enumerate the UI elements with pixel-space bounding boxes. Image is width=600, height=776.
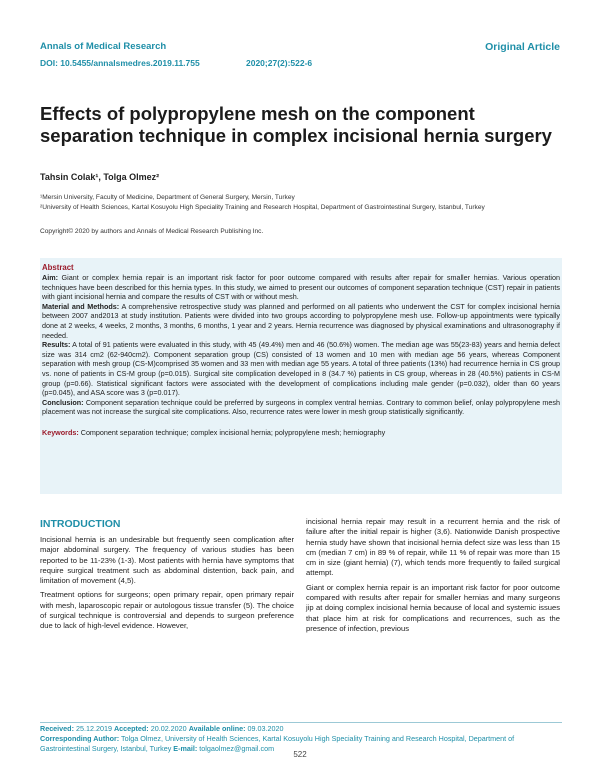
online-label: Available online: bbox=[188, 724, 246, 733]
abstract-conclusion bbox=[42, 398, 560, 417]
online-date: 09.03.2020 bbox=[245, 724, 284, 733]
email-label: E-mail: bbox=[173, 744, 198, 753]
keywords-label: Keywords: bbox=[42, 427, 79, 437]
methods-label: Material and Methods: bbox=[42, 301, 120, 311]
keywords-text: Component separation technique; complex incisional hernia; polypropylene mesh; herniography bbox=[78, 427, 386, 437]
email-link[interactable]: tolgaolmez@gmail.com bbox=[197, 744, 275, 753]
aim-label: Aim: bbox=[42, 273, 58, 282]
received-label: Received: bbox=[40, 724, 74, 733]
column-left bbox=[40, 535, 294, 636]
accepted-label: Accepted: bbox=[113, 724, 149, 733]
methods-text: A comprehensive retrospective study was planned and performed on all patients who underwent the CST for complex incisional hernia between 2007 and2013 at study institution. Patients were divided into two groups according to polypropylene mesh use. Follow-up appointments were typically done at 2 weeks, 4 weeks, 2 months, 3 months, 6 months, 1 year and 2 years. Hernia recurrence was diagnosed by physical examinations and ultrasonography if needed. bbox=[42, 301, 560, 340]
intro-paragraph: Giant or complex hernia repair is an important risk factor for poor outcome compared with results after repair for smaller hernias and many surgeons jip at doing complex incisional hernia because of local and systemic issues that place him at risk for complications and recurrences, such as the presence of infection, previous bbox=[306, 582, 560, 633]
copyright: Copyright© 2020 by authors and Annals of Medical Research Publishing Inc. bbox=[40, 228, 264, 235]
conclusion-label: Conclusion: bbox=[42, 397, 84, 407]
intro-paragraph: incisional hernia repair may result in a recurrent hernia and the risk of failure after the initial repair is higher (3,6). Nationwide Danish prospective hernia study have shown that incisional hernia defect size was less than 15 cm (median 7 cm) in 89 % of repair, while 11 % of repair was more than 15 cm in size (giant hernia) (7), which tends more frequently to failed surgical attempt. bbox=[306, 517, 560, 578]
article-type: Original Article bbox=[485, 41, 560, 53]
dates-line bbox=[40, 724, 562, 734]
accepted-date: 20.02.2020 bbox=[148, 724, 187, 733]
page-number: 522 bbox=[293, 750, 307, 759]
results-text: A total of 91 patients were evaluated in this study, with 45 (49.4%) men and 46 (50.6%) women. The median age was 55(23-83) years and hernia defect size was 314 cm2 (62-940cm2). Component separation group (CS) consisted of 13 women and 10 men with median age 56 years, whereas Component separation with mesh group (CS-M)comprised 35 women and 33 men with median age 55 years. A total of three patients (13%) had recurrence hernia in CS group vs. none of patients in CS-M group (p=0.015). Surgical site complication developed in 8 (34.7 %) patients in CS group, whereas in 28 (40.5%) patients in CS-M group (p=0.66). Statistical significant factors were associated with the development of complications including male gender (p=0.032), older than 60 years (p=0.045), and ASA score was 3 (p=0.017). bbox=[42, 340, 560, 398]
introduction-heading: INTRODUCTION bbox=[40, 518, 121, 530]
intro-paragraph: Treatment options for surgeons; open primary repair, open primary repair with mesh, laparoscopic repair or autologous tissue transfer (5). The choice of surgical technique is controversial and depends to surgeon preference due to lack of high-level evidence. However, bbox=[40, 590, 294, 631]
corr-label: Corresponding Author: bbox=[40, 734, 120, 743]
aim-text: Giant or complex hernia repair is an important risk factor for poor outcome compared with results after repair for smaller hernias. Various operation techniques have been described for this hernia types. In this study, we aimed to present our outcomes of component separation technique (CST) repair in patients with giant incisional hernia and compare the results of CST with or without mesh. bbox=[42, 273, 560, 302]
affiliation-1: ¹Mersin University, Faculty of Medicine, Department of General Surgery, Mersin, Turkey bbox=[40, 194, 295, 201]
authors: Tahsin Colak¹, Tolga Olmez² bbox=[40, 172, 160, 182]
abstract-heading: Abstract bbox=[42, 263, 74, 272]
footer-divider bbox=[40, 722, 562, 723]
keywords bbox=[42, 428, 560, 438]
abstract-aim bbox=[42, 273, 560, 302]
results-label: Results: bbox=[42, 340, 71, 350]
conclusion-text: Component separation technique could be preferred by surgeons in complex ventral hernias. Contrary to common belief, onlay polypropylene mesh placement was not increase the surgical site complications. Also, recurrence rates were lower in mesh group statistically significantly. bbox=[42, 397, 560, 417]
corr-text: Tolga Olmez, University of Health Sciences, Kartal Kosuyolu High Speciality Training and Research Hospital, Department of Gastrointestinal Surgery, Istanbul, Turkey bbox=[40, 734, 515, 753]
journal-name: Annals of Medical Research bbox=[40, 41, 167, 52]
abstract-results bbox=[42, 340, 560, 398]
intro-paragraph: Incisional hernia is an undesirable but frequently seen complication after major abdominal surgery. The frequency of various studies has been reported to be 11-23% (1-3). Most patients with hernia have symptoms that require surgical treatment such as abdominal distention, back pain, and limitation of movement (4,5). bbox=[40, 535, 294, 586]
column-right bbox=[306, 517, 560, 638]
received-date: 25.12.2019 bbox=[73, 724, 112, 733]
article-title: Effects of polypropylene mesh on the component separation technique in complex incisional hernia surgery bbox=[40, 103, 552, 146]
affiliation-2: ²University of Health Sciences, Kartal Kosuyolu High Speciality Training and Research Hospital, Department of Gastrointestinal Surgery, Istanbul, Turkey bbox=[40, 204, 485, 211]
abstract-methods bbox=[42, 302, 560, 340]
volume-issue: 2020;27(2):522-6 bbox=[246, 58, 313, 68]
abstract-box bbox=[40, 258, 562, 494]
doi[interactable]: DOI: 10.5455/annalsmedres.2019.11.755 bbox=[40, 58, 200, 68]
